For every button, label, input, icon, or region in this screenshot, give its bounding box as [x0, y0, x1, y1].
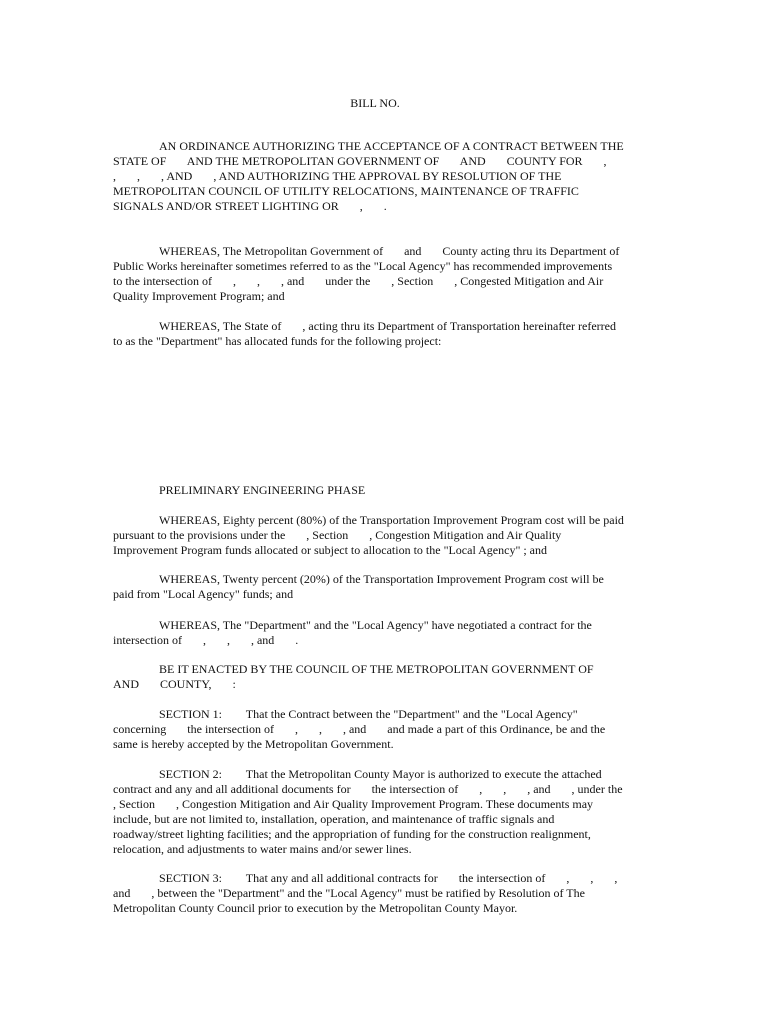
section-line: contract and any and all additional documents for the intersection of , , , and , under the	[113, 782, 623, 796]
caption-line: METROPOLITAN COUNCIL OF UTILITY RELOCATIONS, MAINTENANCE OF TRAFFIC	[113, 184, 579, 198]
enacted-line: AND COUNTY, :	[113, 677, 236, 691]
section-line: SECTION 3: That any and all additional contracts for the intersection of , , ,	[159, 871, 618, 885]
section-line: relocation, and adjustments to water mains and/or sewer lines.	[113, 842, 412, 856]
whereas-line: Public Works hereinafter sometimes referred to as the "Local Agency" has recommended improvements	[113, 259, 613, 273]
whereas-line: WHEREAS, The "Department" and the "Local Agency" have negotiated a contract for the	[159, 618, 592, 632]
section-line: SECTION 2: That the Metropolitan County Mayor is authorized to execute the attached	[159, 767, 602, 781]
section-line: , Section , Congestion Mitigation and Air Quality Improvement Program. These documents may	[113, 797, 594, 811]
section-line: Metropolitan County Council prior to execution by the Metropolitan County Mayor.	[113, 901, 518, 915]
whereas-line: WHEREAS, Eighty percent (80%) of the Transportation Improvement Program cost will be paid	[159, 513, 624, 527]
section-line: concerning the intersection of , , , and and made a part of this Ordinance, be and the	[113, 722, 606, 736]
section-line: same is hereby accepted by the Metropolitan Government.	[113, 737, 394, 751]
section-line: SECTION 1: That the Contract between the "Department" and the "Local Agency"	[159, 707, 578, 721]
whereas-line: pursuant to the provisions under the , Section , Congestion Mitigation and Air Quality	[113, 528, 562, 542]
caption-line: , , , AND , AND AUTHORIZING THE APPROVAL BY RESOLUTION OF THE	[113, 169, 562, 183]
whereas-line: Quality Improvement Program; and	[113, 289, 285, 303]
whereas-line: WHEREAS, The State of , acting thru its Department of Transportation hereinafter referred	[159, 319, 616, 333]
whereas-line: WHEREAS, Twenty percent (20%) of the Transportation Improvement Program cost will be	[159, 572, 604, 586]
caption-line: STATE OF AND THE METROPOLITAN GOVERNMENT OF AND COUNTY FOR ,	[113, 154, 607, 168]
enacted-line: BE IT ENACTED BY THE COUNCIL OF THE METROPOLITAN GOVERNMENT OF	[159, 662, 594, 676]
whereas-line: to the intersection of , , , and under the , Section , Congested Mitigation and Air	[113, 274, 604, 288]
caption-line: SIGNALS AND/OR STREET LIGHTING OR , .	[113, 199, 387, 213]
phase-heading: PRELIMINARY ENGINEERING PHASE	[159, 483, 366, 497]
section-line: include, but are not limited to, installation, operation, and maintenance of traffic signals and	[113, 812, 555, 826]
whereas-line: to as the "Department" has allocated funds for the following project:	[113, 334, 442, 348]
caption-line: AN ORDINANCE AUTHORIZING THE ACCEPTANCE OF A CONTRACT BETWEEN THE	[159, 139, 624, 153]
section-line: roadway/street lighting facilities; and the appropriation of funding for the construction realignment,	[113, 827, 591, 841]
whereas-line: Improvement Program funds allocated or subject to allocation to the "Local Agency" ; and	[113, 543, 548, 557]
bill-title: BILL NO.	[350, 96, 400, 110]
section-line: and , between the "Department" and the "Local Agency" must be ratified by Resolution of The	[113, 886, 585, 900]
whereas-line: WHEREAS, The Metropolitan Government of and County acting thru its Department of	[159, 244, 620, 258]
whereas-line: paid from "Local Agency" funds; and	[113, 587, 294, 601]
whereas-line: intersection of , , , and .	[113, 633, 299, 647]
